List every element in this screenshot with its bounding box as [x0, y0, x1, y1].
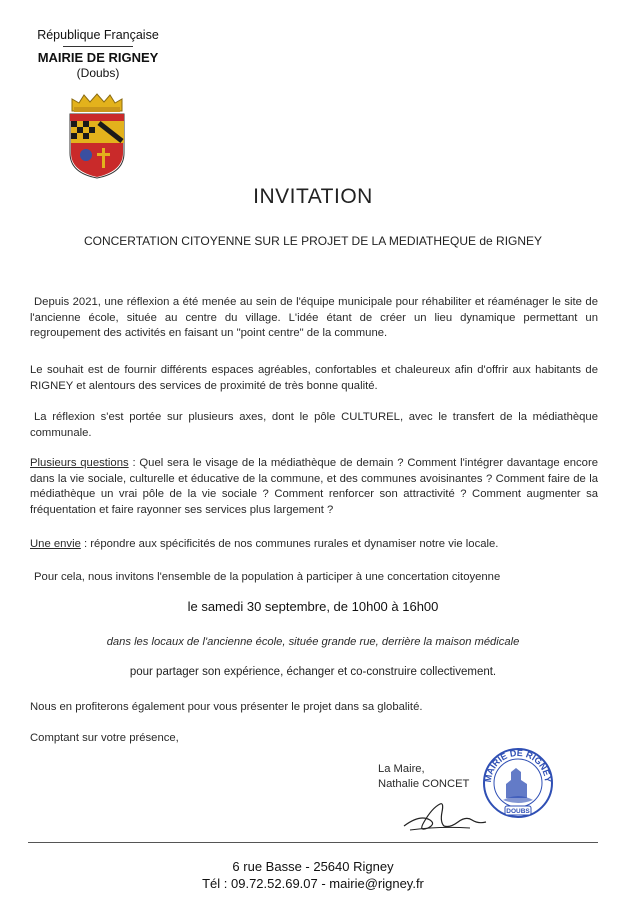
envie-label: Une envie [30, 538, 81, 550]
paragraph-invite: Pour cela, nous invitons l'ensemble de la population à participer à une concertation citoyenne [34, 571, 501, 583]
event-date: le samedi 30 septembre, de 10h00 à 16h00 [187, 599, 439, 614]
paragraph-envie [30, 537, 598, 553]
paragraph-closing: Comptant sur votre présence, [30, 732, 179, 744]
signatory-block [378, 762, 469, 792]
envie-text: : répondre aux spécificités de nos communes rurales et dynamiser notre vie locale. [80, 538, 499, 550]
handwritten-signature-icon [400, 800, 490, 834]
paragraph-project: Nous en profiterons également pour vous présenter le projet dans sa globalité. [30, 701, 423, 713]
questions-label: Plusieurs questions [30, 457, 129, 469]
stamp-text-bottom: DOUBS [506, 808, 530, 815]
page-title: INVITATION [253, 185, 373, 208]
mairie-name: MAIRIE DE RIGNEY [37, 50, 159, 65]
footer-address: 6 rue Basse - 25640 Rigney [232, 859, 394, 874]
footer-contact: Tél : 09.72.52.69.07 - mairie@rigney.fr [202, 876, 424, 891]
header-divider [63, 46, 133, 47]
event-location: dans les locaux de l'ancienne école, située grande rue, derrière la maison médicale [106, 636, 520, 648]
stamp-text-top: MAIRIE DE RIGNEY [482, 747, 554, 783]
axes-text-end: , avec le transfert de la médiathèque communale. [30, 411, 598, 439]
axes-highlight: CULTUREL [341, 411, 400, 423]
paragraph-axes [30, 410, 598, 441]
paragraph-intro: Depuis 2021, une réflexion a été menée au sein de l'équipe municipale pour réhabiliter et réaménager le site de l'ancienne école, située au centre du village. L'idée étant de créer un lieu dynamique permettant un regroupement des activités en faisant un "point centre" de la commune. [30, 296, 598, 339]
paragraph-wish: Le souhait est de fournir différents espaces agréables, confortables et chaleureux afin d'offrir aux habitants de RIGNEY et alentours des services de proximité de très bonne qualité. [30, 364, 598, 392]
footer-divider [28, 842, 598, 843]
page-subtitle: CONCERTATION CITOYENNE SUR LE PROJET DE LA MEDIATHEQUE de RIGNEY [83, 234, 543, 248]
questions-text: : Quel sera le visage de la médiathèque de demain ? Comment l'intégrer davantage encore dans la vie sociale, culturelle et éducative de la commune, et des communes avoisinantes ? Comment faire de la médiathèque un vrai pôle de la vie sociale ? Comment renforcer son attractivité ? Comment augmenter sa fréquentation et faire rayonner ses services plus largement ? [30, 457, 599, 516]
letterhead [18, 28, 178, 80]
signatory-name: Nathalie CONCET [378, 778, 470, 790]
official-stamp-icon [481, 746, 555, 820]
paragraph-questions [30, 456, 598, 518]
event-purpose: pour partager son expérience, échanger et co-construire collectivement. [129, 666, 497, 678]
axes-text-start: La réflexion s'est portée sur plusieurs axes, dont le pôle [34, 411, 342, 423]
coat-of-arms-icon [66, 93, 128, 179]
department-label: (Doubs) [76, 66, 120, 80]
republique-label: République Française [37, 28, 159, 42]
signatory-role: La Maire, [378, 763, 425, 775]
